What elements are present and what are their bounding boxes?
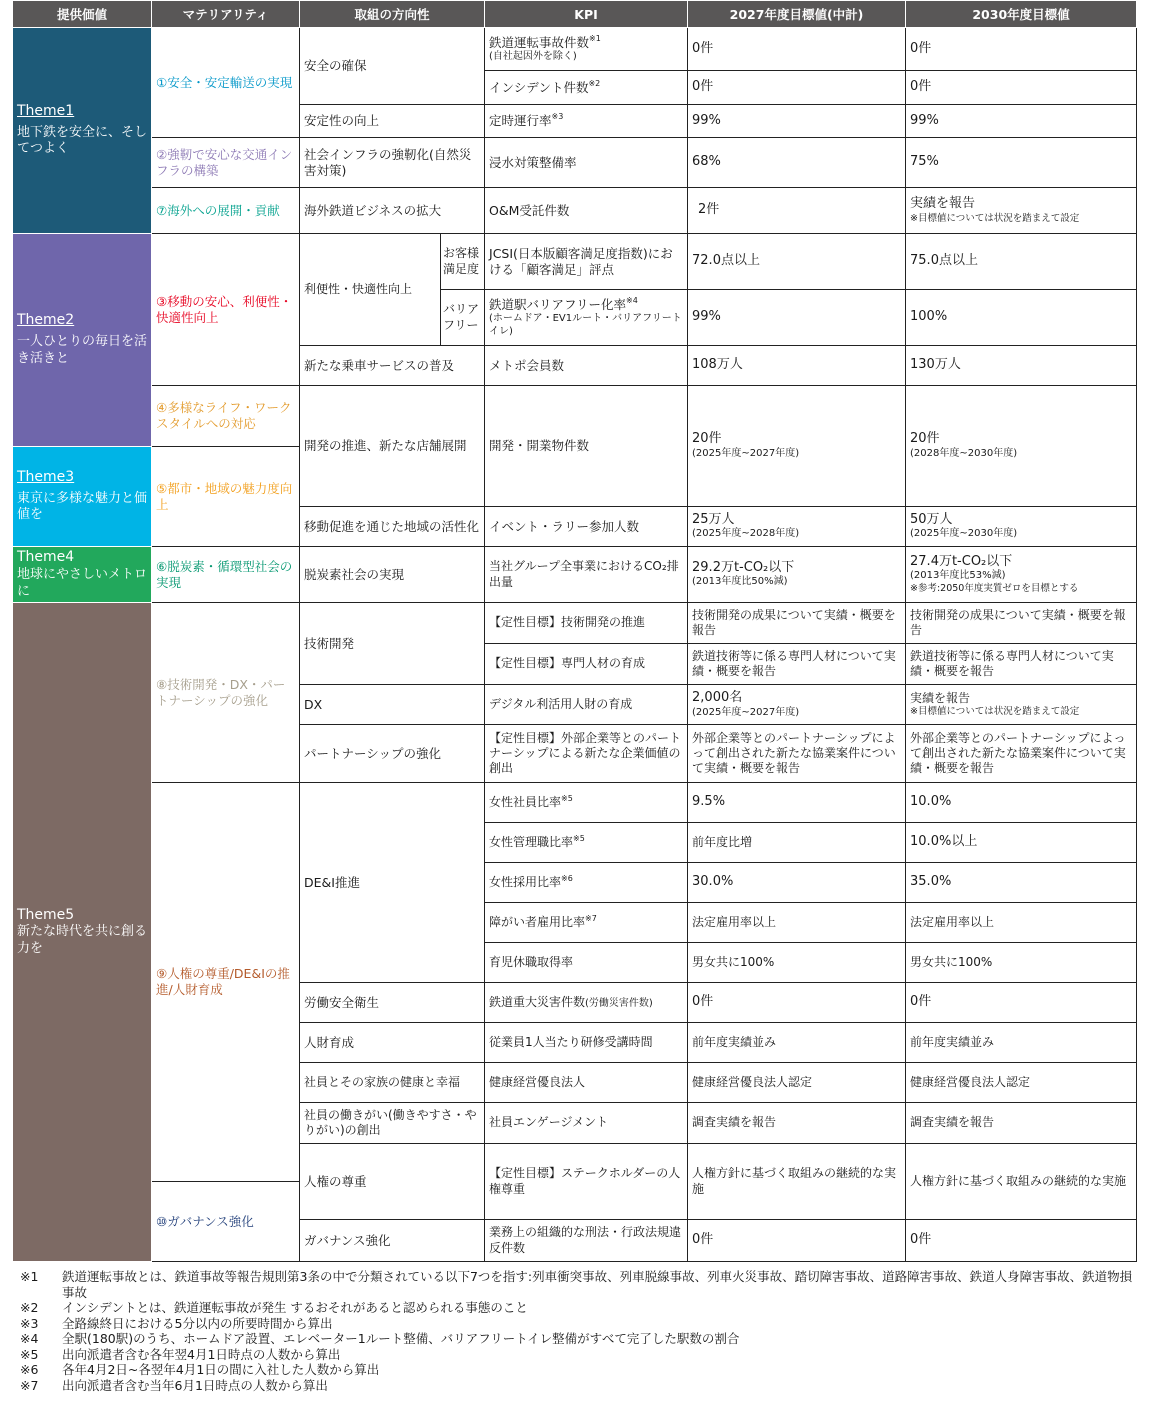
header-2027-target: 2027年度目標値(中計): [688, 1, 906, 28]
kpi-cell: 業務上の組織的な刑法・行政法規違反件数: [485, 1220, 688, 1262]
theme2-cell: [13, 234, 152, 447]
direction-stability: 安定性の向上: [300, 105, 485, 138]
materiality-3: ③移動の安心、利便性・快適性向上: [152, 234, 300, 386]
direction-decarbon: 脱炭素社会の実現: [300, 547, 485, 603]
target-2030: [906, 386, 1137, 507]
footnote-mark: ※7: [20, 1377, 39, 1393]
target-2027: 99%: [688, 105, 906, 138]
kpi-text: 女性社員比率: [489, 794, 562, 809]
footnotes: [20, 1269, 1140, 1393]
target-2027: 技術開発の成果について実績・概要を報告: [688, 603, 906, 644]
target-2027: [688, 547, 906, 603]
direction-dei: DE&I推進: [300, 783, 485, 983]
target-sub: (2025年度~2027年度): [692, 706, 800, 718]
target-2027: 72.0点以上: [688, 234, 906, 290]
target-2027: 68%: [688, 138, 906, 188]
kpi-text: 定時運行率: [489, 113, 552, 128]
kpi-cell: 当社グループ全事業におけるCO₂排出量: [485, 547, 688, 603]
target-2030: 法定雇用率以上: [906, 903, 1137, 943]
theme4-title: Theme4: [17, 549, 75, 565]
header-2030-target: 2030年度目標値: [906, 1, 1137, 28]
table-row: [13, 603, 1137, 644]
target-note: ※目標値については状況を踏まえて設定: [910, 212, 1080, 224]
target-2030: 10.0%以上: [906, 823, 1137, 863]
theme4-cell: [13, 547, 152, 603]
target-2027: 0件: [688, 1220, 906, 1262]
target-2027: 0件: [688, 983, 906, 1023]
theme1-cell: [13, 28, 152, 234]
footnote-mark: ※2: [588, 78, 601, 88]
kpi-cell: 【定性目標】技術開発の推進: [485, 603, 688, 644]
table-row: [13, 783, 1137, 823]
kpi-cell: 【定性目標】外部企業等とのパートナーシップによる新たな企業価値の創出: [485, 725, 688, 783]
target-2027: 前年度実績並み: [688, 1023, 906, 1063]
footnote-mark: ※3: [20, 1315, 39, 1331]
kpi-cell: イベント・ラリー参加人数: [485, 507, 688, 547]
target-2030: [906, 685, 1137, 725]
kpi-cell: 社員エンゲージメント: [485, 1103, 688, 1144]
target-text: 実績を報告: [910, 690, 971, 705]
footnote: [20, 1378, 1140, 1394]
footnote-mark: ※5: [561, 793, 573, 803]
target-2030: 35.0%: [906, 863, 1137, 903]
kpi-cell: [485, 290, 688, 346]
footnote-mark: ※4: [626, 295, 638, 305]
target-2030: 0件: [906, 1220, 1137, 1262]
kpi-cell: 【定性目標】ステークホルダーの人権尊重: [485, 1144, 688, 1220]
materiality-4: ④多様なライフ・ワークスタイルへの対応: [152, 386, 300, 447]
direction-safety: 安全の確保: [300, 28, 485, 105]
footnote-mark: ※3: [551, 112, 564, 121]
materiality-2: ②強靭で安心な交通インフラの構築: [152, 138, 300, 188]
footnote-mark: ※2: [20, 1300, 39, 1315]
kpi-cell: メトポ会員数: [485, 346, 688, 386]
target-sub: (2013年度比50%減): [692, 576, 788, 588]
target-2030: 100%: [906, 290, 1137, 346]
target-sub: (2028年度~2030年度): [910, 447, 1018, 459]
table-row: [13, 28, 1137, 71]
materiality-9: ⑨人権の尊重/DE&Iの推進/人財育成: [152, 783, 300, 1182]
target-2030: 男女共に100%: [906, 943, 1137, 983]
target-2027: 9.5%: [688, 783, 906, 823]
target-text: 50万人: [910, 511, 953, 527]
footnote: [20, 1269, 1140, 1300]
direction-tech: 技術開発: [300, 603, 485, 685]
target-2027: 人権方針に基づく取組みの継続的な実施: [688, 1144, 906, 1220]
table-row: [13, 234, 1137, 290]
kpi-cell: [485, 28, 688, 71]
target-2030: 前年度実績並み: [906, 1023, 1137, 1063]
direction-regional: 移動促進を通じた地域の活性化: [300, 507, 485, 547]
kpi-cell: 従業員1人当たり研修受講時間: [485, 1023, 688, 1063]
kpi-cell: [485, 983, 688, 1023]
footnote-mark: ※4: [20, 1331, 39, 1346]
kpi-cell: 浸水対策整備率: [485, 138, 688, 188]
target-2030: 外部企業等とのパートナーシップによって創出された新たな協業案件について実績・概要を報告: [906, 725, 1137, 783]
target-2030: 鉄道技術等に係る専門人材について実績・概要を報告: [906, 644, 1137, 685]
direction-occupational-safety: 労働安全衛生: [300, 983, 485, 1023]
materiality-1: ①安全・安定輸送の実現: [152, 28, 300, 138]
target-2027: 30.0%: [688, 863, 906, 903]
target-2027: [688, 386, 906, 507]
kpi-cell: 開発・開業物件数: [485, 386, 688, 507]
kpi-cell: 育児休職取得率: [485, 943, 688, 983]
kpi-cell: [485, 903, 688, 943]
footnote: [20, 1362, 1140, 1378]
target-note: ※目標値については状況を踏まえて設定: [910, 706, 1080, 718]
target-2027: 健康経営優良法人認定: [688, 1063, 906, 1103]
theme3-title: Theme3: [17, 468, 75, 485]
target-text: 20件: [692, 431, 722, 447]
kpi-cell: [485, 823, 688, 863]
kpi-cell: [485, 71, 688, 105]
theme5-desc: 新たな時代を共に創る力を: [17, 924, 148, 957]
kpi-text: 女性管理職比率: [489, 834, 574, 849]
kpi-sub: (自社起因外を除く): [489, 50, 577, 62]
theme2-desc: 一人ひとりの毎日を活き活きと: [17, 334, 148, 366]
target-text: 実績を報告: [910, 196, 976, 212]
materiality-10: ⑩ガバナンス強化: [152, 1182, 300, 1262]
target-2027: [688, 685, 906, 725]
footnote: [20, 1347, 1140, 1363]
header-value: 提供価値: [13, 1, 152, 28]
target-2027: 2件: [688, 188, 906, 234]
target-2030: [906, 547, 1137, 603]
header-materiality: マテリアリティ: [152, 1, 300, 28]
footnote-text: 各年4月2日~各翌年4月1日の間に入社した人数から算出: [62, 1362, 380, 1377]
target-2030: 10.0%: [906, 783, 1137, 823]
direction-health: 社員とその家族の健康と幸福: [300, 1063, 485, 1103]
direction-human-rights: 人権の尊重: [300, 1144, 485, 1220]
kpi-table: [12, 0, 1137, 1262]
target-sub: (2025年度~2027年度): [692, 447, 800, 459]
header-row: [13, 1, 1137, 28]
target-2030: 人権方針に基づく取組みの継続的な実施: [906, 1144, 1137, 1220]
table-row: [13, 547, 1137, 603]
target-2030: [906, 188, 1137, 234]
kpi-cell: デジタル利活用人財の育成: [485, 685, 688, 725]
target-sub: (2013年度比53%減): [910, 570, 1006, 582]
target-2030: 0件: [906, 71, 1137, 105]
target-text: 2,000名: [692, 689, 743, 705]
footnote-text: 出向派遣者含む当年6月1日時点の人数から算出: [62, 1377, 328, 1393]
theme5-title: Theme5: [17, 906, 75, 923]
kpi-text: インシデント件数: [489, 79, 589, 95]
header-kpi: KPI: [485, 1, 688, 28]
kpi-cell: 健康経営優良法人: [485, 1063, 688, 1103]
kpi-text: 障がい者雇用比率: [489, 914, 586, 929]
target-2030: 99%: [906, 105, 1137, 138]
kpi-table-wrapper: [12, 0, 1136, 1262]
kpi-text: 鉄道重大災害件数: [489, 994, 586, 1009]
target-text: 29.2万t-CO₂以下: [692, 559, 795, 575]
target-2030: 健康経営優良法人認定: [906, 1063, 1137, 1103]
header-direction: 取組の方向性: [300, 1, 485, 28]
kpi-sub: (労働災害件数): [585, 997, 653, 1009]
target-text: 20件: [910, 431, 940, 447]
direction-development: 開発の推進、新たな店舗展開: [300, 386, 485, 507]
target-sub: (2025年度~2028年度): [692, 528, 800, 540]
footnote: [20, 1300, 1140, 1316]
materiality-5: ⑤都市・地域の魅力度向上: [152, 447, 300, 547]
theme1-title: Theme1: [17, 102, 75, 119]
footnote-text: 出向派遣者含む各年翌4月1日時点の人数から算出: [62, 1346, 341, 1362]
target-2027: 鉄道技術等に係る専門人材について実績・概要を報告: [688, 644, 906, 685]
target-2030: 130万人: [906, 346, 1137, 386]
direction-ticketing: 新たな乗車サービスの普及: [300, 346, 485, 386]
theme2-title: Theme2: [17, 312, 75, 329]
kpi-cell: JCSI(日本版顧客満足度指数)における「顧客満足」評点: [485, 234, 688, 290]
target-note: ※参考:2050年度実質ゼロを目標とする: [910, 583, 1079, 595]
target-2030: 調査実績を報告: [906, 1103, 1137, 1144]
table-row: [13, 188, 1137, 234]
footnote-mark: ※6: [20, 1362, 39, 1377]
footnote-mark: ※1: [20, 1269, 39, 1284]
footnote-mark: ※5: [20, 1346, 39, 1362]
target-2027: 前年度比増: [688, 823, 906, 863]
target-2027: 男女共に100%: [688, 943, 906, 983]
target-2030: 75%: [906, 138, 1137, 188]
target-2030: 技術開発の成果について実績・概要を報告: [906, 603, 1137, 644]
footnote-mark: ※7: [585, 913, 597, 923]
kpi-text: 鉄道駅バリアフリー化率: [489, 296, 627, 312]
kpi-sub: (ホームドア・EV1ルート・バリアフリートイレ): [489, 312, 682, 337]
direction-cs: お客様満足度: [441, 234, 485, 290]
direction-training: 人財育成: [300, 1023, 485, 1063]
footnote: [20, 1331, 1140, 1347]
footnote: [20, 1316, 1140, 1332]
kpi-cell: [485, 105, 688, 138]
footnote-text: インシデントとは、鉄道運転事故が発生 するおそれがあると認められる事態のこと: [62, 1300, 528, 1315]
kpi-cell: [485, 863, 688, 903]
direction-barrierfree: バリアフリー: [441, 290, 485, 346]
direction-dx: DX: [300, 685, 485, 725]
theme3-desc: 東京に多様な魅力と価値を: [17, 490, 148, 523]
direction-resilience: 社会インフラの強靭化(自然災害対策): [300, 138, 485, 188]
footnote-text: 全路線終日における5分以内の所要時間から算出: [62, 1315, 333, 1331]
target-2027: [688, 507, 906, 547]
direction-partnership: パートナーシップの強化: [300, 725, 485, 783]
direction-engagement: 社員の働きがい(働きやすさ・やりがい)の創出: [300, 1103, 485, 1144]
kpi-cell: O&M受託件数: [485, 188, 688, 234]
target-2027: 0件: [688, 28, 906, 71]
target-2027: 99%: [688, 290, 906, 346]
direction-convenience: 利便性・快適性向上: [300, 234, 441, 346]
footnote-mark: ※6: [561, 873, 573, 883]
direction-overseas: 海外鉄道ビジネスの拡大: [300, 188, 485, 234]
target-sub: (2025年度~2030年度): [910, 528, 1018, 540]
footnote-mark: ※1: [589, 33, 601, 43]
kpi-text: 女性採用比率: [489, 874, 562, 889]
target-2030: 75.0点以上: [906, 234, 1137, 290]
table-row: [13, 386, 1137, 447]
target-2027: 0件: [688, 71, 906, 105]
target-2027: 法定雇用率以上: [688, 903, 906, 943]
kpi-cell: 【定性目標】専門人材の育成: [485, 644, 688, 685]
target-2027: 外部企業等とのパートナーシップによって創出された新たな協業案件について実績・概要を報告: [688, 725, 906, 783]
target-text: 27.4万t-CO₂以下: [910, 553, 1013, 569]
target-text: 25万人: [692, 511, 735, 527]
table-row: [13, 138, 1137, 188]
target-2027: 108万人: [688, 346, 906, 386]
theme5-cell: [13, 603, 152, 1262]
direction-governance: ガバナンス強化: [300, 1220, 485, 1262]
materiality-7: ⑦海外への展開・貢献: [152, 188, 300, 234]
kpi-text: 鉄道運転事故件数: [489, 34, 590, 50]
theme1-desc: 地下鉄を安全に、そしてつよく: [17, 124, 148, 157]
footnote-mark: ※5: [573, 833, 585, 843]
target-2030: 0件: [906, 28, 1137, 71]
footnote-text: 鉄道運転事故とは、鉄道事故等報告規則第3条の中で分類されている以下7つを指す:列車衝突事故、列車脱線事故、列車火災事故、踏切障害事故、道路障害事故、鉄道人身障害事故、鉄道物損事故: [62, 1269, 1133, 1300]
target-2030: [906, 507, 1137, 547]
materiality-8: ⑧技術開発・DX・パートナーシップの強化: [152, 603, 300, 783]
theme3-cell: [13, 447, 152, 547]
target-2027: 調査実績を報告: [688, 1103, 906, 1144]
footnote-text: 全駅(180駅)のうち、ホームドア設置、エレベーター1ルート整備、バリアフリートイレ整備がすべて完了した駅数の割合: [62, 1331, 740, 1346]
target-2030: 0件: [906, 983, 1137, 1023]
theme4-desc: 地球にやさしいメトロに: [17, 566, 148, 599]
kpi-cell: [485, 783, 688, 823]
materiality-6: ⑥脱炭素・循環型社会の実現: [152, 547, 300, 603]
